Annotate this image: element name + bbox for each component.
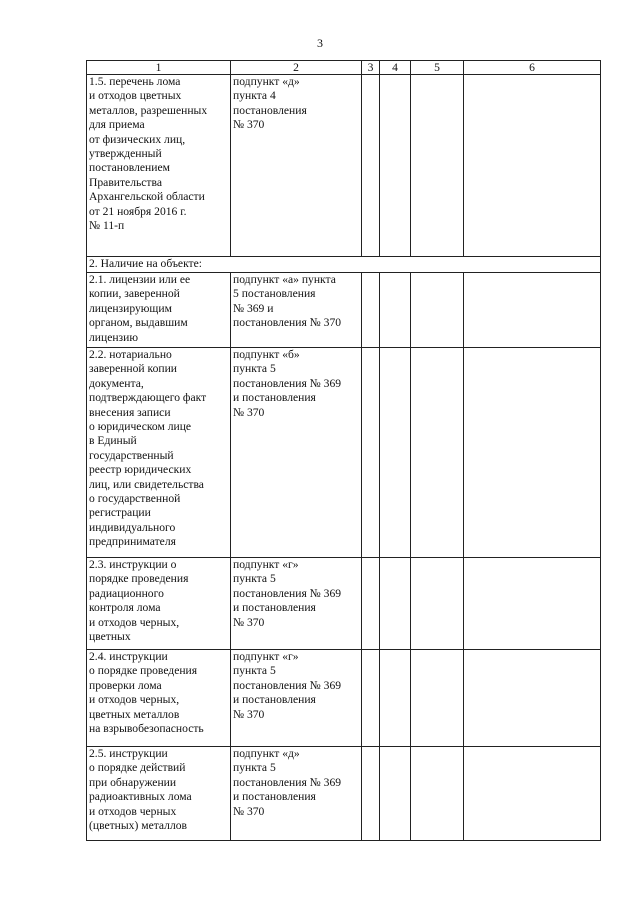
legal-reference-cell: подпункт «д» пункта 5 постановления № 369 и постановления № 370 [231,747,362,841]
answer-cell-5 [411,75,464,257]
table-row [87,273,601,348]
requirement-cell: 2.4. инструкции о порядке проведения проверки лома и отходов черных, цветных металлов на взрывобезопасность [87,650,231,747]
answer-cell-3 [362,75,380,257]
answer-cell-4 [380,75,411,257]
answer-cell-3 [362,747,380,841]
table-row [87,348,601,558]
answer-cell-4 [380,348,411,558]
requirement-cell: 1.5. перечень лома и отходов цветных металлов, разрешенных для приема от физических лиц, утвержденный постановлением Правительства Архангельской области от 21 ноября 2016 г. № 11-п [87,75,231,257]
column-header-4: 4 [380,61,411,75]
requirement-cell: 2.3. инструкции о порядке проведения радиационного контроля лома и отходов черных, цветных [87,558,231,650]
checklist-table [86,60,601,841]
answer-cell-3 [362,558,380,650]
table-row [87,558,601,650]
table-row [87,650,601,747]
answer-cell-5 [411,558,464,650]
answer-cell-5 [411,650,464,747]
legal-reference-cell: подпункт «г» пункта 5 постановления № 369 и постановления № 370 [231,650,362,747]
column-header-5: 5 [411,61,464,75]
answer-cell-4 [380,558,411,650]
table-row [87,747,601,841]
requirement-cell: 2.5. инструкции о порядке действий при обнаружении радиоактивных лома и отходов черных (цветных) металлов [87,747,231,841]
column-header-1: 1 [87,61,231,75]
legal-reference-cell: подпункт «г» пункта 5 постановления № 369 и постановления № 370 [231,558,362,650]
page-number: 3 [317,36,323,50]
column-header-6: 6 [464,61,601,75]
answer-cell-3 [362,273,380,348]
notes-cell [464,75,601,257]
answer-cell-4 [380,747,411,841]
table-header-row [87,61,601,75]
notes-cell [464,273,601,348]
column-header-3: 3 [362,61,380,75]
requirement-cell: 2.1. лицензии или ее копии, заверенной лицензирующим органом, выдавшим лицензию [87,273,231,348]
table-row [87,75,601,257]
answer-cell-4 [380,650,411,747]
answer-cell-3 [362,650,380,747]
answer-cell-5 [411,273,464,348]
legal-reference-cell: подпункт «б» пункта 5 постановления № 369 и постановления № 370 [231,348,362,558]
section-heading: 2. Наличие на объекте: [87,257,601,273]
notes-cell [464,348,601,558]
answer-cell-5 [411,747,464,841]
notes-cell [464,558,601,650]
answer-cell-4 [380,273,411,348]
notes-cell [464,650,601,747]
section-heading-row [87,257,601,273]
requirement-cell: 2.2. нотариально заверенной копии документа, подтверждающего факт внесения записи о юридическом лице в Единый государственный реестр юридических лиц, или свидетельства о государственной регистрации индивидуального предпринимателя [87,348,231,558]
notes-cell [464,747,601,841]
legal-reference-cell: подпункт «д» пункта 4 постановления № 370 [231,75,362,257]
column-header-2: 2 [231,61,362,75]
answer-cell-3 [362,348,380,558]
legal-reference-cell: подпункт «а» пункта 5 постановления № 369 и постановления № 370 [231,273,362,348]
answer-cell-5 [411,348,464,558]
